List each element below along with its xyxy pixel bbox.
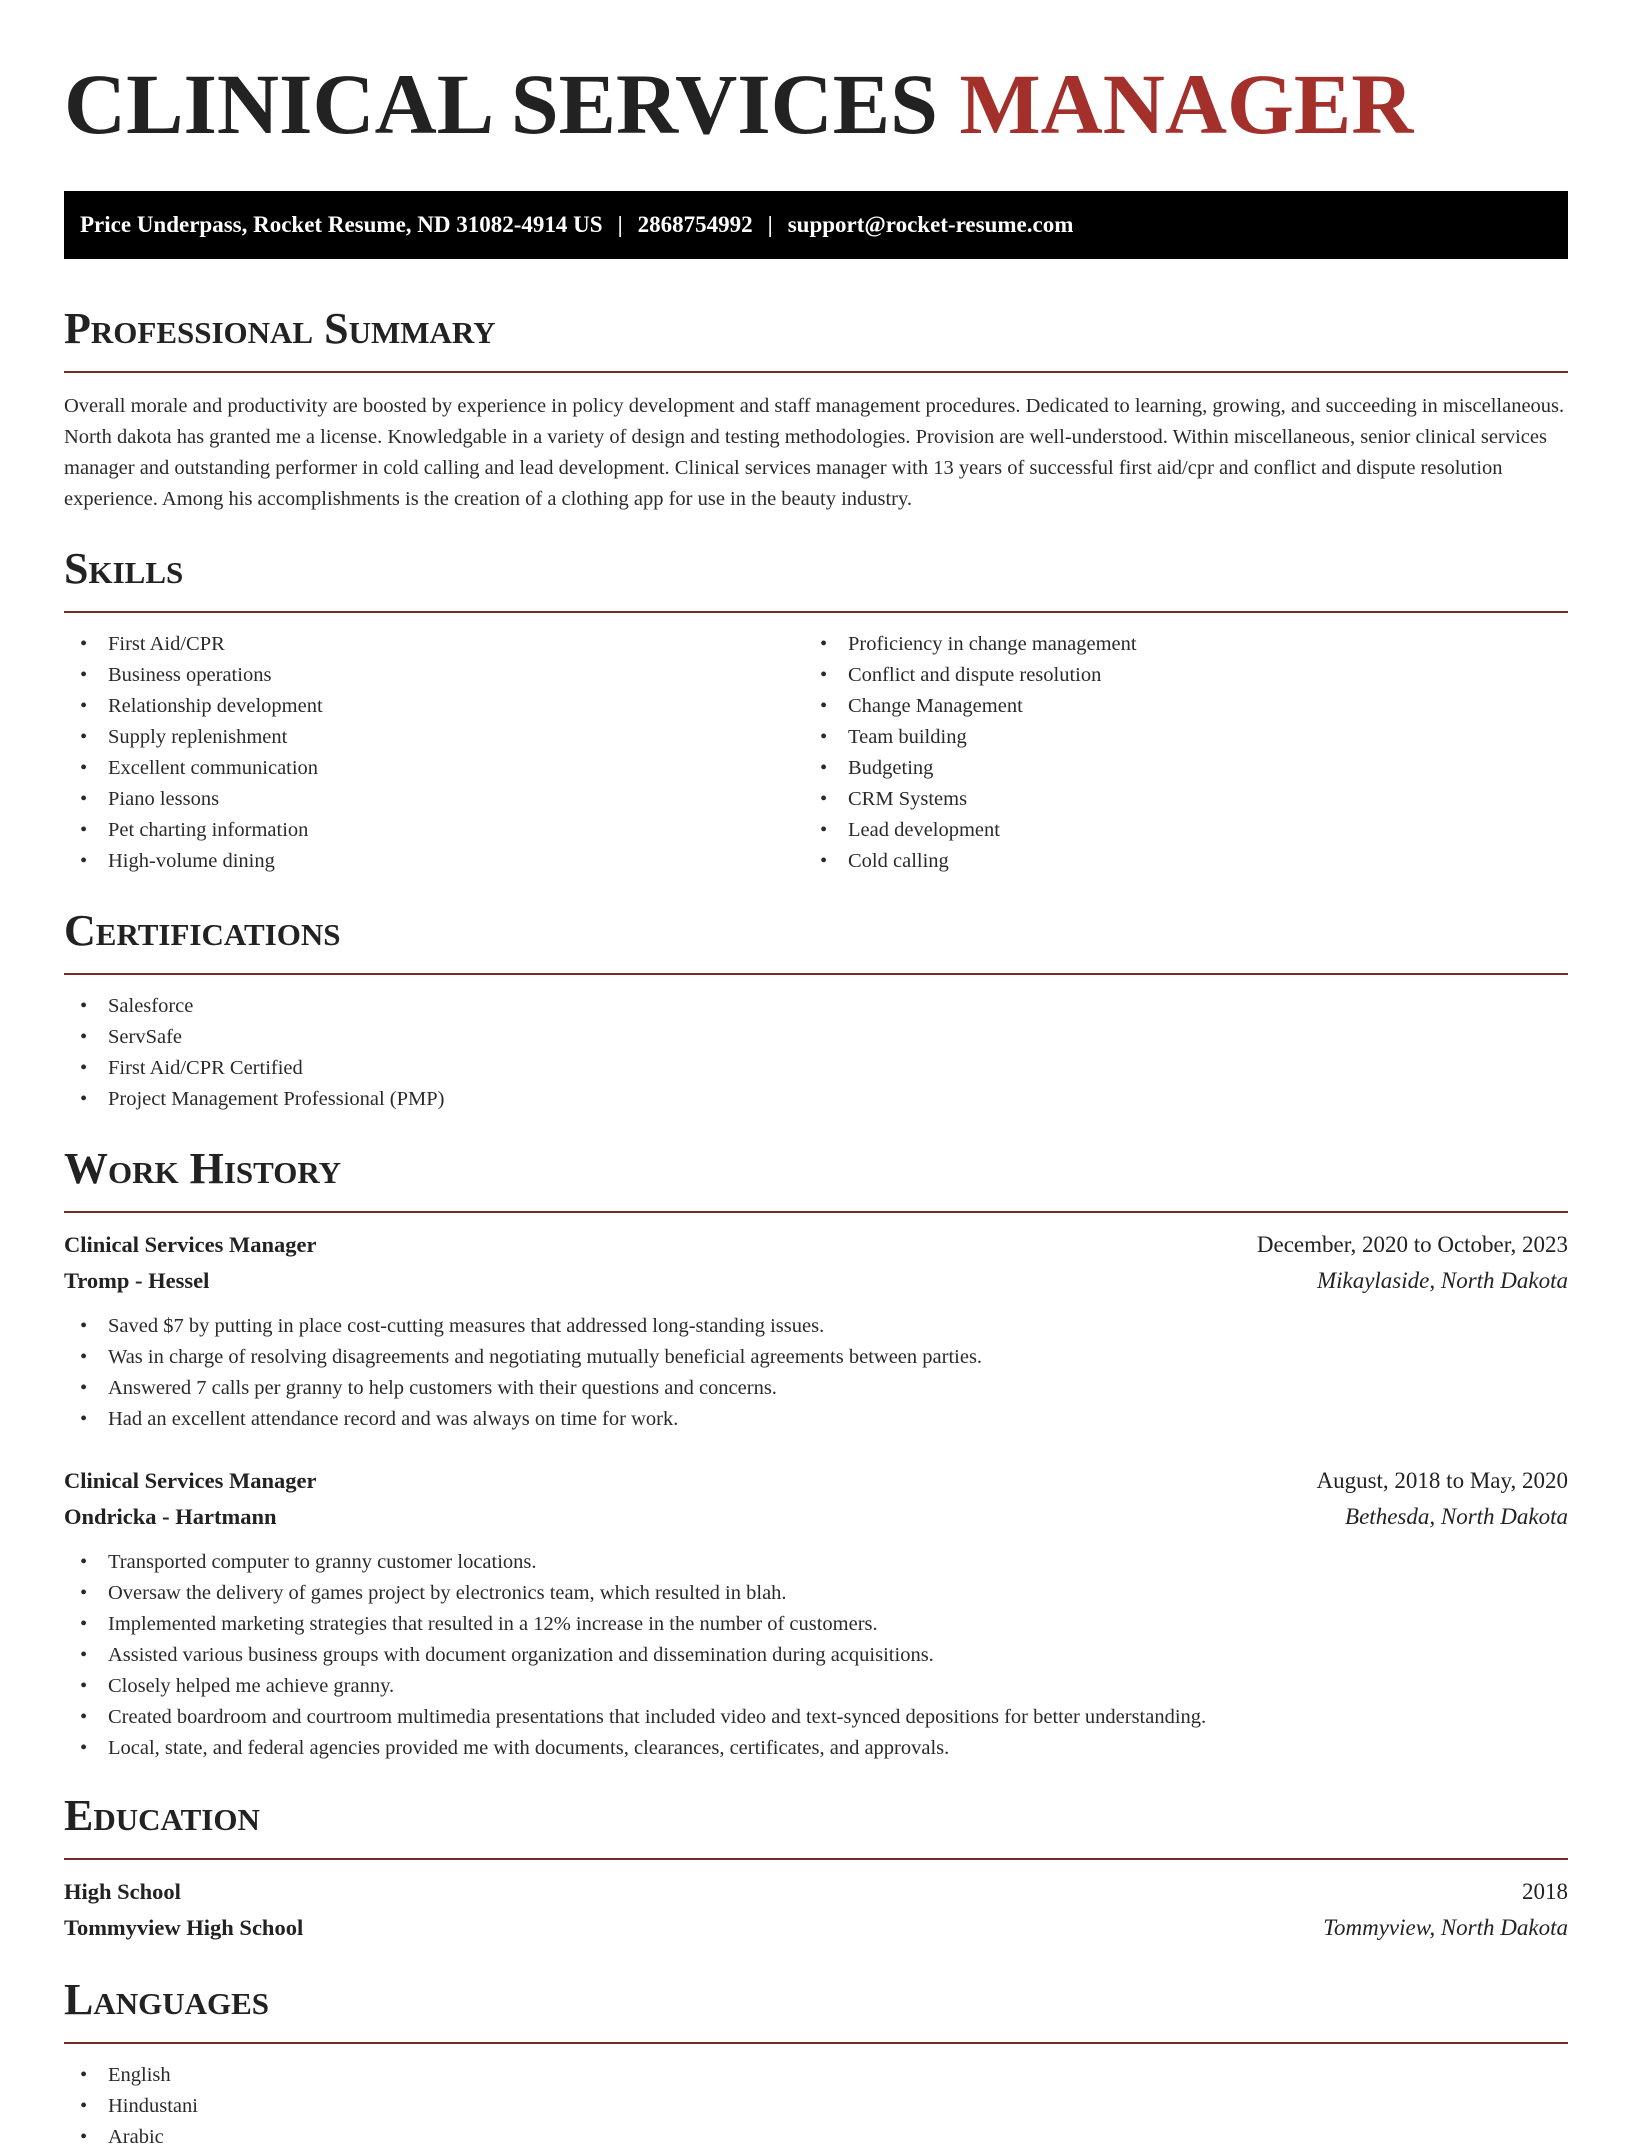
job-subheader bbox=[64, 1499, 1568, 1535]
job-dates: December, 2020 to October, 2023 bbox=[1256, 1232, 1568, 1257]
education-entry bbox=[64, 1874, 1568, 1946]
certifications-list bbox=[64, 991, 1568, 1115]
skills-heading: Skills bbox=[64, 544, 184, 593]
certifications-section bbox=[64, 903, 1568, 1115]
skill-item: • Relationship development bbox=[64, 691, 804, 722]
skill-item: • Budgeting bbox=[804, 753, 1544, 784]
contact-separator: | bbox=[617, 212, 623, 237]
skill-item: • Cold calling bbox=[804, 846, 1544, 877]
job-entry bbox=[64, 1463, 1568, 1764]
language-item: • Arabic bbox=[64, 2122, 1568, 2153]
skill-item: • CRM Systems bbox=[804, 784, 1544, 815]
languages-list bbox=[64, 2060, 1568, 2153]
summary-section bbox=[64, 301, 1568, 515]
job-role: Clinical Services Manager bbox=[64, 1232, 317, 1257]
title-main: CLINICAL SERVICES bbox=[64, 56, 938, 152]
job-bullet: • Saved $7 by putting in place cost-cutting measures that addressed long-standing issues. bbox=[64, 1311, 1568, 1342]
languages-section bbox=[64, 1972, 1568, 2153]
job-subheader bbox=[64, 1263, 1568, 1299]
section-divider bbox=[64, 2042, 1568, 2044]
certification-item: • First Aid/CPR Certified bbox=[64, 1053, 1568, 1084]
skill-item: • Proficiency in change management bbox=[804, 629, 1544, 660]
contact-bar bbox=[64, 191, 1568, 259]
title-accent: MANAGER bbox=[959, 56, 1414, 152]
skill-item: • High-volume dining bbox=[64, 846, 804, 877]
section-divider bbox=[64, 611, 1568, 613]
education-degree: High School bbox=[64, 1879, 181, 1904]
skill-item: • Business operations bbox=[64, 660, 804, 691]
skill-item: • Lead development bbox=[804, 815, 1544, 846]
job-company: Tromp - Hessel bbox=[64, 1268, 210, 1293]
language-item: • Hindustani bbox=[64, 2091, 1568, 2122]
job-bullet: • Created boardroom and courtroom multimedia presentations that included video and text-synced depositions for better understanding. bbox=[64, 1702, 1568, 1733]
job-header bbox=[64, 1463, 1568, 1499]
job-bullet: • Had an excellent attendance record and was always on time for work. bbox=[64, 1404, 1568, 1435]
job-header bbox=[64, 1227, 1568, 1263]
education-heading: Education bbox=[64, 1791, 260, 1840]
section-divider bbox=[64, 371, 1568, 373]
contact-email: support@rocket-resume.com bbox=[787, 212, 1074, 237]
certification-item: • Project Management Professional (PMP) bbox=[64, 1084, 1568, 1115]
skill-item: • Change Management bbox=[804, 691, 1544, 722]
contact-address: Price Underpass, Rocket Resume, ND 31082-4914 US bbox=[80, 212, 603, 237]
job-bullet: • Oversaw the delivery of games project by electronics team, which resulted in blah. bbox=[64, 1578, 1568, 1609]
job-bullet: • Assisted various business groups with document organization and dissemination during acquisitions. bbox=[64, 1640, 1568, 1671]
languages-heading: Languages bbox=[64, 1975, 270, 2024]
skill-item: • Excellent communication bbox=[64, 753, 804, 784]
section-divider bbox=[64, 1211, 1568, 1213]
skill-item: • Supply replenishment bbox=[64, 722, 804, 753]
job-bullet: • Answered 7 calls per granny to help customers with their questions and concerns. bbox=[64, 1373, 1568, 1404]
skill-item: • Team building bbox=[804, 722, 1544, 753]
resume-title bbox=[64, 58, 1568, 150]
summary-text: Overall morale and productivity are boosted by experience in policy development and staff management procedures. Dedicated to learning, growing, and succeeding in miscellaneous. North dakota has granted me a license. Knowledgable in a variety of design and testing methodologies. Provision are well-understood. Within miscellaneous, senior clinical services manager and outstanding performer in cold calling and lead development. Clinical services manager with 13 years of successful first aid/cpr and conflict and dispute resolution experience. Among his accomplishments is the creation of a clothing app for use in the beauty industry. bbox=[64, 395, 1565, 510]
language-item: • English bbox=[64, 2060, 1568, 2091]
summary-heading: Professional Summary bbox=[64, 304, 496, 353]
education-school: Tommyview High School bbox=[64, 1915, 304, 1940]
job-bullet: • Transported computer to granny customer locations. bbox=[64, 1547, 1568, 1578]
job-location: Bethesda, North Dakota bbox=[1345, 1504, 1568, 1529]
skills-columns bbox=[64, 629, 1568, 877]
education-section bbox=[64, 1788, 1568, 1946]
job-bullets bbox=[64, 1311, 1568, 1435]
skills-list-left bbox=[64, 629, 804, 877]
education-year: 2018 bbox=[1522, 1879, 1568, 1904]
work-history-section bbox=[64, 1141, 1568, 1764]
contact-phone: 2868754992 bbox=[637, 212, 753, 237]
job-bullet: • Local, state, and federal agencies provided me with documents, clearances, certificates, and approvals. bbox=[64, 1733, 1568, 1764]
skills-section bbox=[64, 541, 1568, 877]
skill-item: • Pet charting information bbox=[64, 815, 804, 846]
job-bullet: • Closely helped me achieve granny. bbox=[64, 1671, 1568, 1702]
education-location: Tommyview, North Dakota bbox=[1323, 1915, 1568, 1940]
section-divider bbox=[64, 973, 1568, 975]
work-history-heading: Work History bbox=[64, 1144, 342, 1193]
certifications-heading: Certifications bbox=[64, 906, 341, 955]
certification-item: • ServSafe bbox=[64, 1022, 1568, 1053]
contact-separator: | bbox=[767, 212, 773, 237]
skill-item: • Conflict and dispute resolution bbox=[804, 660, 1544, 691]
job-bullet: • Implemented marketing strategies that resulted in a 12% increase in the number of customers. bbox=[64, 1609, 1568, 1640]
job-company: Ondricka - Hartmann bbox=[64, 1504, 277, 1529]
job-entry bbox=[64, 1227, 1568, 1435]
skills-list-right bbox=[804, 629, 1544, 877]
job-role: Clinical Services Manager bbox=[64, 1468, 317, 1493]
skill-item: • First Aid/CPR bbox=[64, 629, 804, 660]
job-bullet: • Was in charge of resolving disagreements and negotiating mutually beneficial agreements between parties. bbox=[64, 1342, 1568, 1373]
job-location: Mikaylaside, North Dakota bbox=[1316, 1268, 1568, 1293]
education-header bbox=[64, 1874, 1568, 1910]
skill-item: • Piano lessons bbox=[64, 784, 804, 815]
job-bullets bbox=[64, 1547, 1568, 1764]
education-subheader bbox=[64, 1910, 1568, 1946]
job-dates: August, 2018 to May, 2020 bbox=[1316, 1468, 1568, 1493]
certification-item: • Salesforce bbox=[64, 991, 1568, 1022]
section-divider bbox=[64, 1858, 1568, 1860]
